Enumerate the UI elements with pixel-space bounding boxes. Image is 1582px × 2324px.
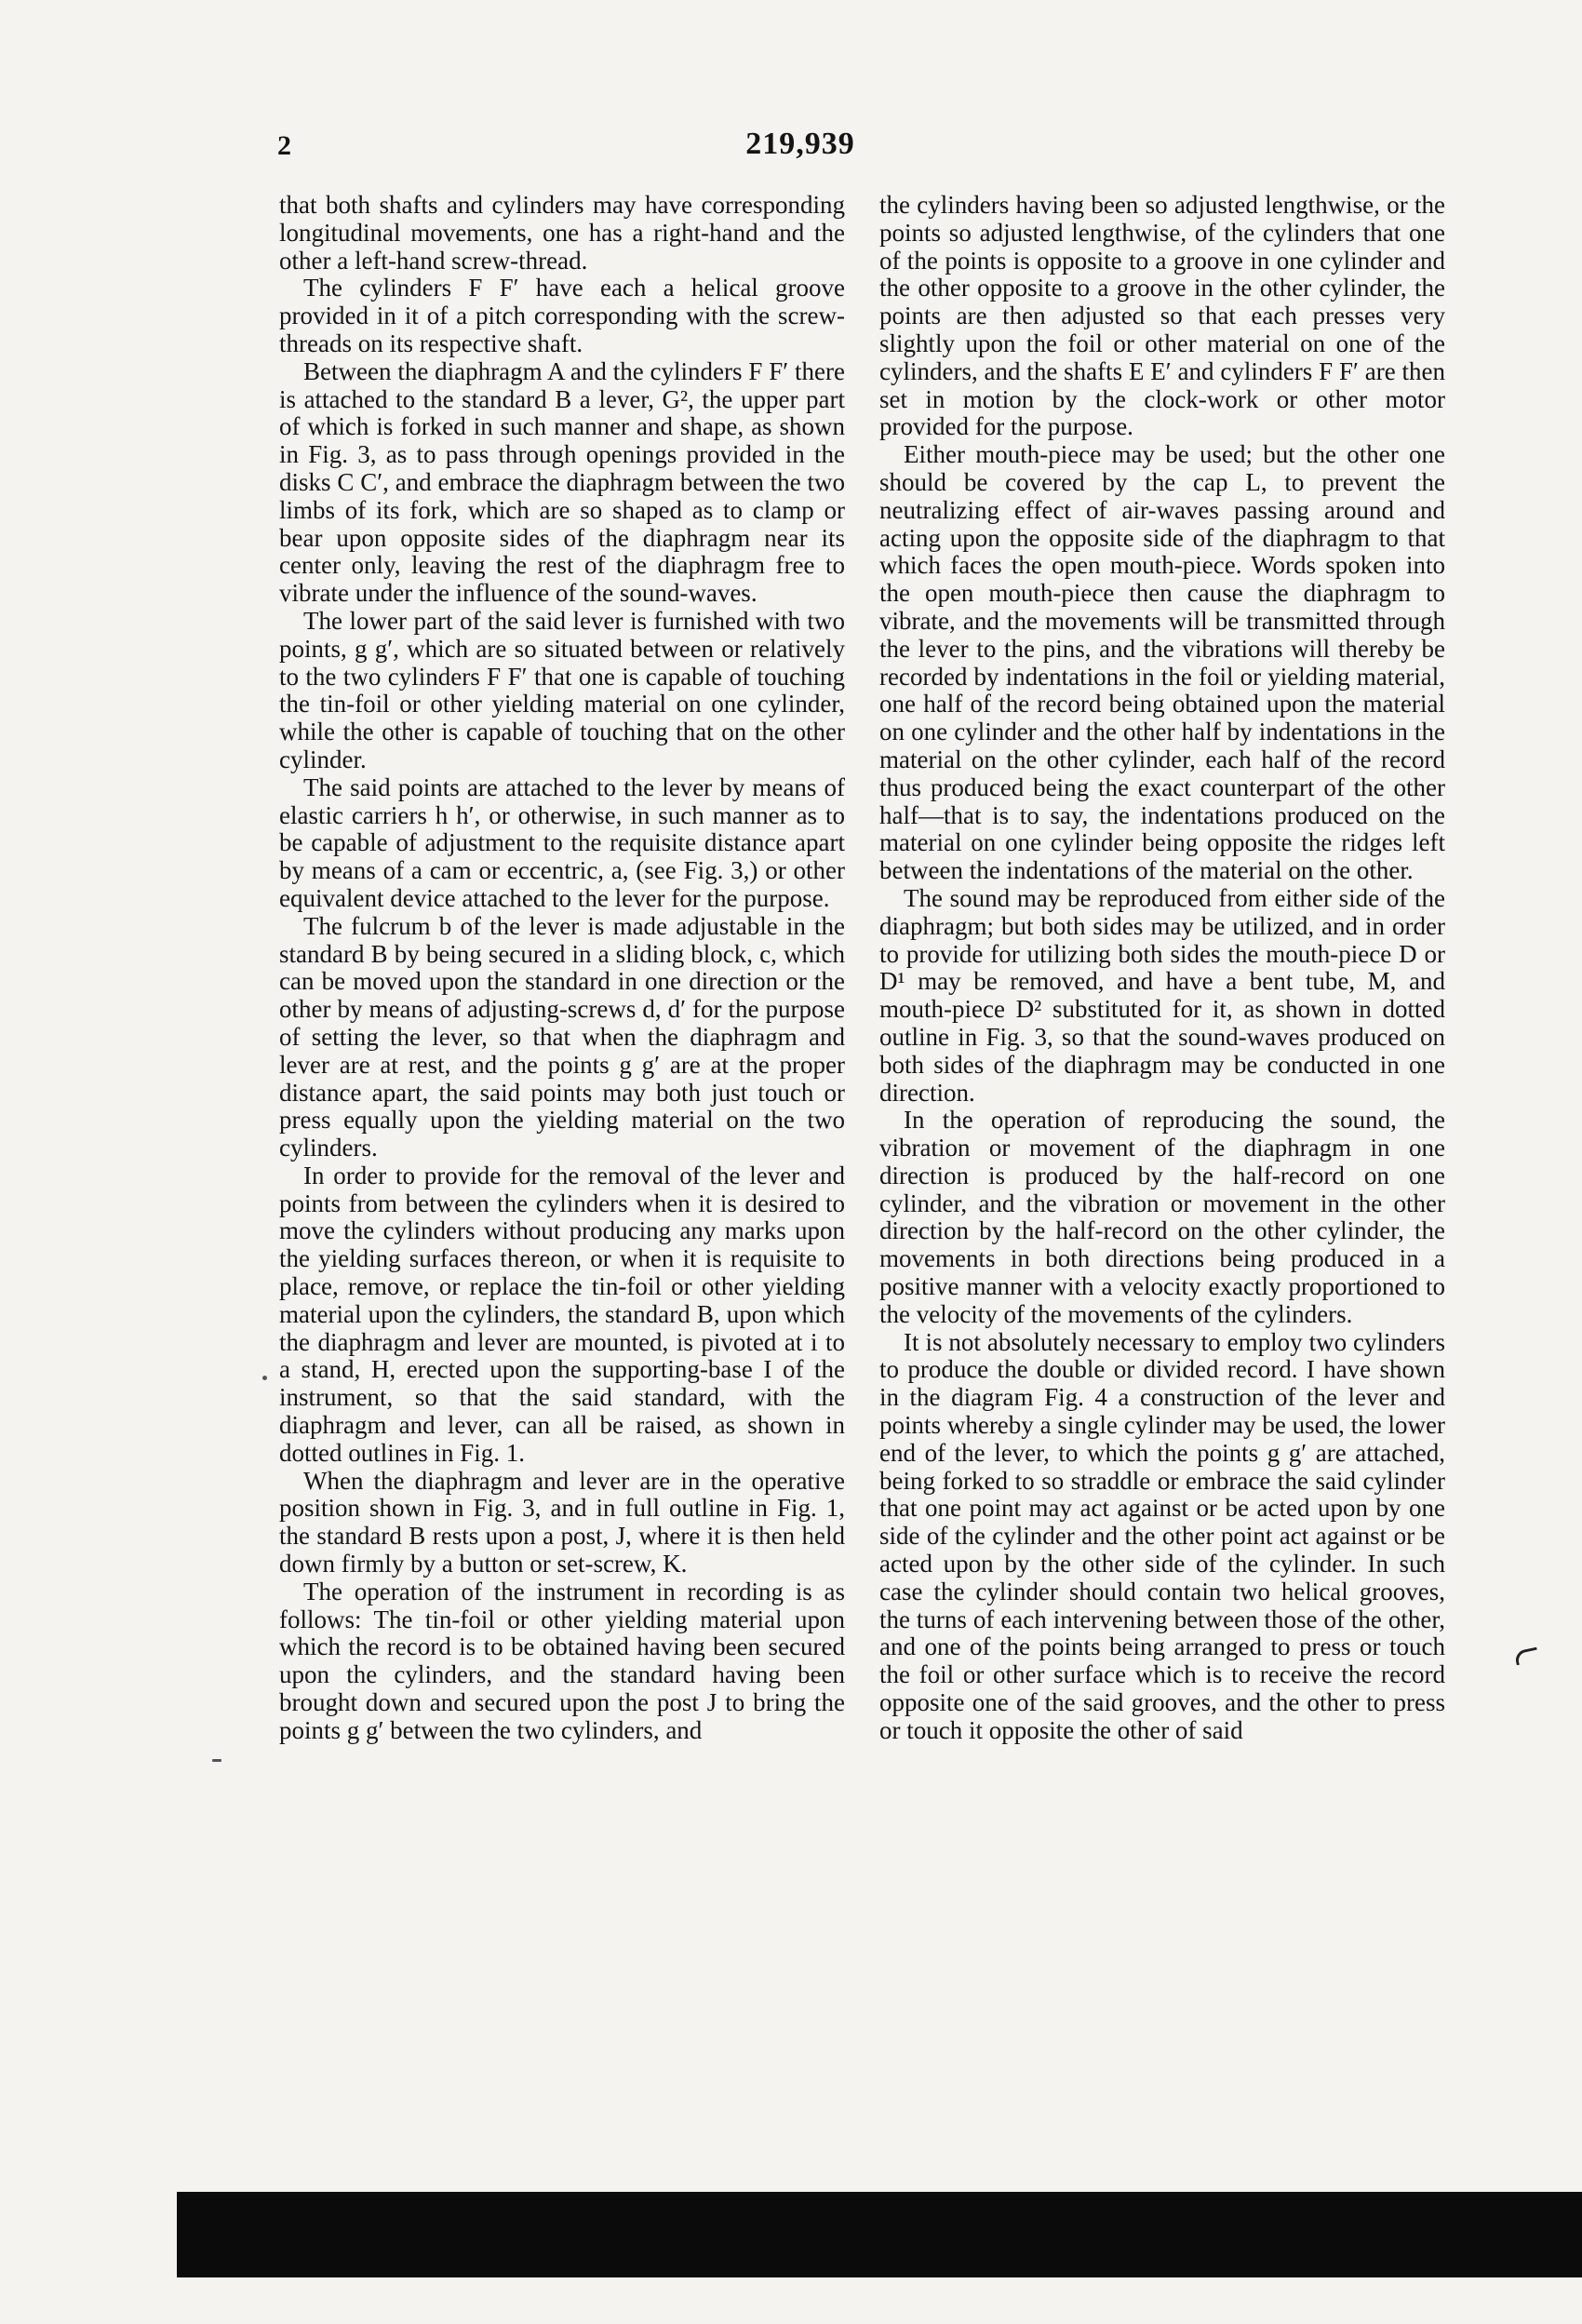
paragraph: When the diaphragm and lever are in the operative position shown in Fig. 3, and in full outline in Fig. 1, the standard B rests upon a post, J, where it is then held down firmly by a button or set-screw, K. [279,1466,845,1578]
paragraph: The lower part of the said lever is furnished with two points, g g′, which are so situated between or relatively to the two cylinders F F′ that one is capable of touching the tin-foil or other yielding material on one cylinder, while the other is capable of touching that on the other cylinder. [279,606,845,773]
page-number: 2 [277,130,291,161]
paragraph: The fulcrum b of the lever is made adjustable in the standard B by being secured in a sliding block, c, which can be moved upon the standard in one direction or the other by means of adjusting-screws d, d′ for the purpose of setting the lever, so that when the diaphragm and lever are at rest, and the points g g′ are at the proper distance apart, the said points may both just touch or press equally upon the yielding material on the two cylinders. [279,911,845,1162]
paragraph: The sound may be reproduced from either side of the diaphragm; but both sides may be utilized, and in order to provide for utilizing both sides the mouth-piece D or D¹ may be removed, and have a bent tube, M, and mouth-piece D² substituted for it, as shown in dotted outline in Fig. 3, so that the sound-waves produced on both sides of the diaphragm may be conducted in one direction. [879,883,1445,1107]
left-column [279,192,845,1745]
margin-mark [1514,1647,1540,1666]
paragraph: In order to provide for the removal of the lever and points from between the cylinders when it is desired to move the cylinders without producing any marks upon the yielding surfaces thereon, or when it is requisite to place, remove, or replace the tin-foil or other yielding material upon the cylinders, the standard B, upon which the diaphragm and lever are mounted, is pivoted at i to a stand, H, erected upon the supporting-base I of the instrument, so that the said standard, with the diaphragm and lever, can all be raised, as shown in dotted outlines in Fig. 1. [279,1161,845,1467]
paragraph: It is not absolutely necessary to employ two cylinders to produce the double or divided record. I have shown in the diagram Fig. 4 a construction of the lever and points whereby a single cylinder may be used, the lower end of the lever, to which the points g g′ are attached, being forked to so straddle or embrace the said cylinder that one point may act against or be acted upon by one side of the cylinder and the other point act against or be acted upon by the other side of the cylinder. In such case the cylinder should contain two helical grooves, the turns of each intervening between those of the other, and one of the points being arranged to press or touch the foil or other surface which is to receive the record opposite one of the said grooves, and the other to press or touch it opposite the other of said [879,1327,1445,1744]
scan-speck [212,1759,221,1762]
paragraph: the cylinders having been so adjusted lengthwise, or the points so adjusted lengthwise, of the cylinders that one of the points is opposite to a groove in one cylinder and the other opposite to a groove in the other cylinder, the points are then adjusted so that each presses very slightly upon the foil or other material on one of the cylinders, and the shafts E E′ and cylinders F F′ are then set in motion by the clock-work or other motor provided for the purpose. [879,191,1445,441]
paragraph: In the operation of reproducing the sound, the vibration or movement of the diaphragm in one direction is produced by the half-record on one cylinder, and the vibration or movement in the other direction by the half-record on the other cylinder, the movements in both directions being produced in a positive manner with a velocity exactly proportioned to the velocity of the movements of the cylinders. [879,1106,1445,1328]
paragraph: that both shafts and cylinders may have corresponding longitudinal movements, one has a right-hand and the other a left-hand screw-thread. [279,191,845,275]
paragraph: The operation of the instrument in recording is as follows: The tin-foil or other yielding material upon which the record is to be obtained having been secured upon the cylinders, and the standard having been brought down and secured upon the post J to bring the points g g′ between the two cylinders, and [279,1577,845,1744]
paragraph: The said points are attached to the lever by means of elastic carriers h h′, or otherwise, in such manner as to be capable of adjustment to the requisite distance apart by means of a cam or eccentric, a, (see Fig. 3,) or other equivalent device attached to the lever for the purpose. [279,772,845,912]
patent-number: 219,939 [745,127,855,161]
scan-bottom-border [177,2192,1582,2277]
paragraph: Between the diaphragm A and the cylinders F F′ there is attached to the standard B a lever, G², the upper part of which is forked in such manner and shape, as shown in Fig. 3, as to pass through openings provided in the disks C C′, and embrace the diaphragm between the two limbs of its fork, which are so shaped as to clamp or bear upon opposite sides of the diaphragm near its center only, leaving the rest of the diaphragm free to vibrate under the influence of the sound-waves. [279,356,845,608]
paragraph: The cylinders F F′ have each a helical groove provided in it of a pitch corresponding with the screw-threads on its respective shaft. [279,274,845,357]
right-column [879,192,1445,1745]
paragraph: Either mouth-piece may be used; but the other one should be covered by the cap L, to prevent the neutralizing effect of air-waves passing around and acting upon the opposite side of the diaphragm to that which faces the open mouth-piece. Words spoken into the open mouth-piece then cause the diaphragm to vibrate, and the movements will be transmitted through the lever to the pins, and the vibrations will thereby be recorded by indentations in the foil or yielding material, one half of the record being obtained upon the material on one cylinder and the other half by indentations in the material on the other cylinder, each half of the record thus produced being the exact counterpart of the other half—that is to say, the indentations produced on the material on one cylinder being opposite the ridges left between the indentations of the material on the other. [879,440,1445,885]
scan-speck [262,1376,267,1380]
